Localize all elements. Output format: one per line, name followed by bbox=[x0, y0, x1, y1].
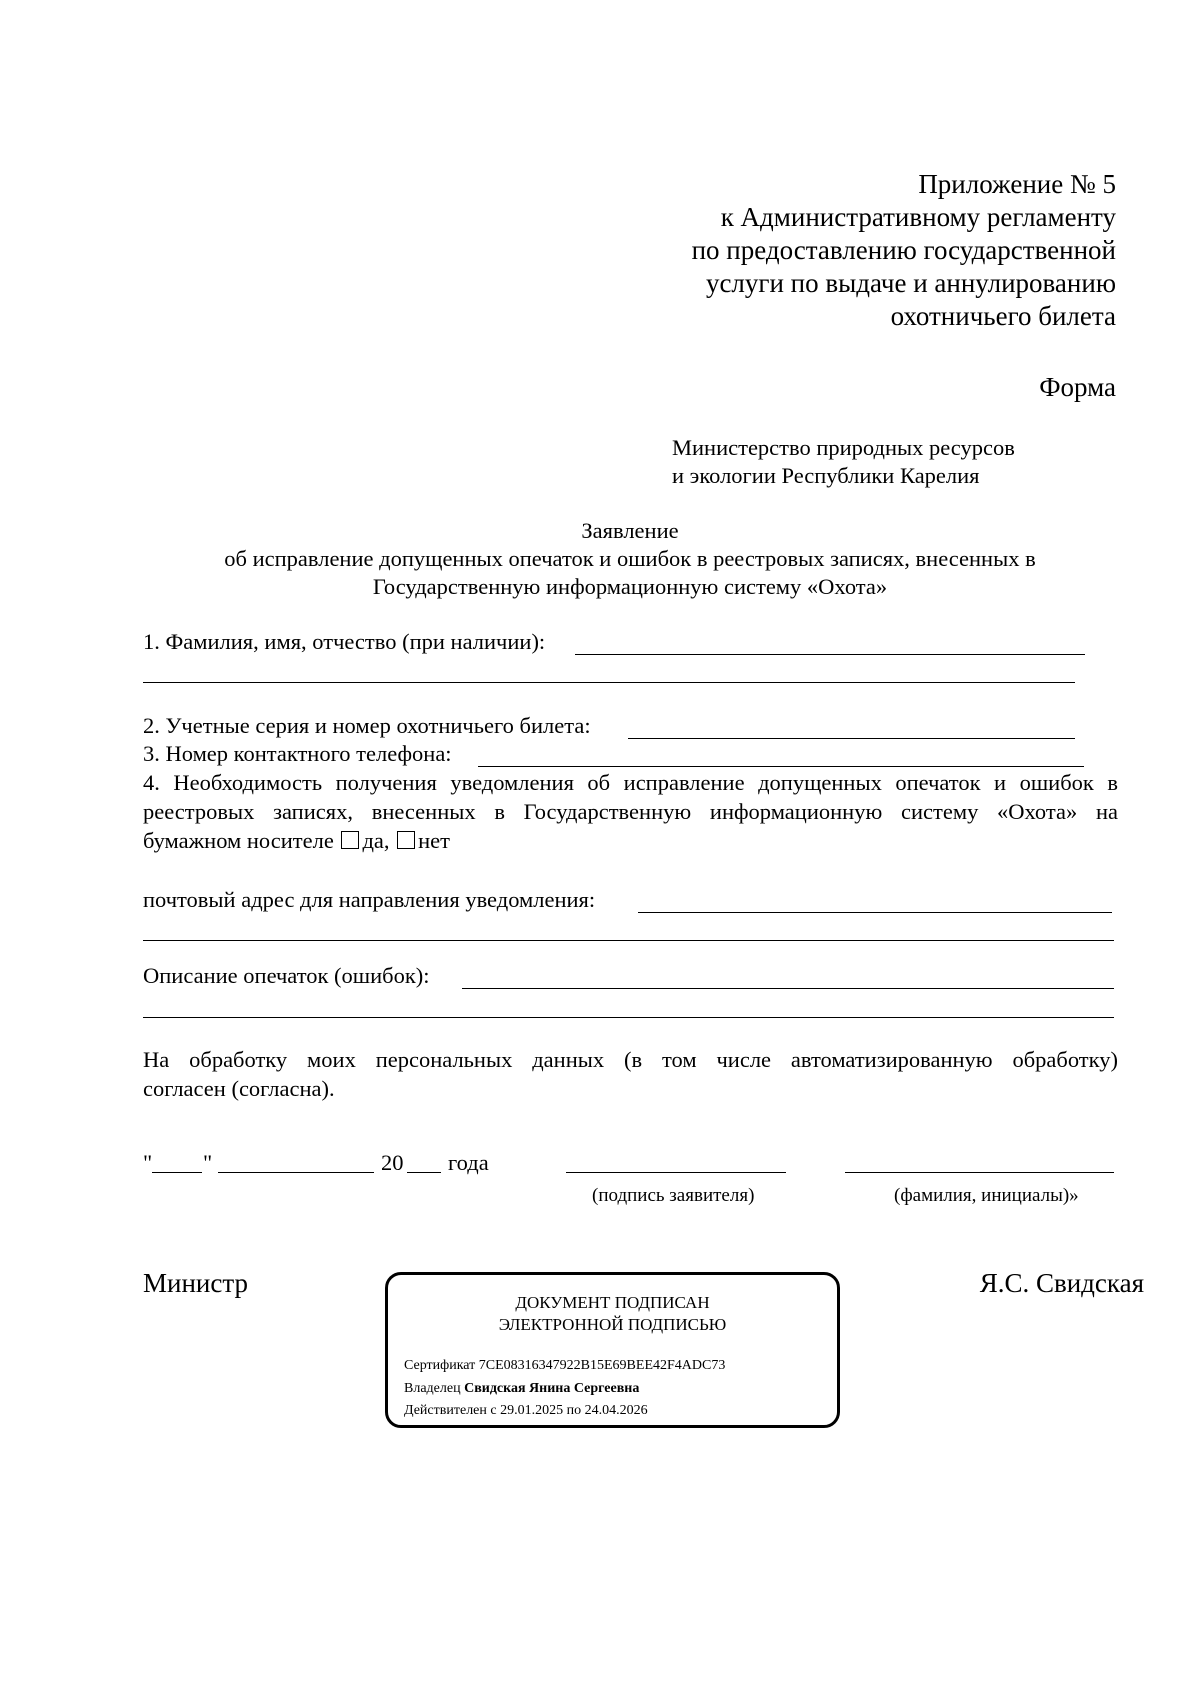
full-name-label: 1. Фамилия, имя, отчество (при наличии): bbox=[143, 629, 546, 654]
notification-paragraph bbox=[143, 768, 1118, 855]
title-line-1: Заявление bbox=[581, 518, 679, 543]
date-year-prefix: 20 bbox=[381, 1150, 404, 1175]
addressee-line-2: и экологии Республики Карелия bbox=[672, 463, 980, 488]
stamp-valid-to-label: по bbox=[566, 1403, 582, 1418]
ticket-label: 2. Учетные серия и номер охотничьего билета: bbox=[143, 713, 591, 738]
signer-role: Министр bbox=[143, 1268, 248, 1298]
consent-line-2: согласен (согласна). bbox=[143, 1076, 335, 1101]
notification-line-3-prefix: бумажном носителе bbox=[143, 828, 334, 853]
date-quote-open: " bbox=[143, 1150, 153, 1175]
consent-line-1: На обработку моих персональных данных (в том числе автоматизированную обработку) bbox=[143, 1047, 1118, 1072]
notification-line-3 bbox=[143, 828, 450, 853]
stamp-certificate-value: 7CE08316347922B15E69BEE42F4ADC73 bbox=[478, 1358, 726, 1373]
stamp-valid-from-label: с bbox=[490, 1403, 497, 1418]
phone-label: 3. Номер контактного телефона: bbox=[143, 741, 452, 766]
stamp-heading-line-2: ЭЛЕКТРОННОЙ ПОДПИСЬЮ bbox=[498, 1315, 727, 1334]
postal-address-field[interactable] bbox=[638, 912, 1112, 913]
errors-description-label: Описание опечаток (ошибок): bbox=[143, 963, 430, 988]
appendix-line-2: к Административному регламенту bbox=[720, 202, 1116, 232]
stamp-validity bbox=[404, 1403, 648, 1419]
date-day-field[interactable] bbox=[152, 1172, 202, 1173]
title-line-3: Государственную информационную систему «Охота» bbox=[372, 574, 888, 599]
date-quote-close: " bbox=[203, 1150, 213, 1175]
checkbox-no[interactable] bbox=[397, 831, 415, 849]
form-label: Форма bbox=[1039, 372, 1116, 402]
checkbox-yes[interactable] bbox=[341, 831, 359, 849]
notification-line-1: 4. Необходимость получения уведомления об исправление допущенных опечаток и ошибок в bbox=[143, 770, 1118, 795]
stamp-owner-label: Владелец bbox=[404, 1381, 461, 1396]
addressee bbox=[672, 434, 1015, 490]
appendix-line-4: услуги по выдаче и аннулированию bbox=[705, 268, 1116, 298]
name-initials-caption: (фамилия, инициалы)» bbox=[894, 1185, 1079, 1206]
name-initials-field[interactable] bbox=[845, 1172, 1114, 1173]
stamp-certificate-label: Сертификат bbox=[404, 1358, 476, 1373]
addressee-line-1: Министерство природных ресурсов bbox=[672, 435, 1015, 460]
ticket-field[interactable] bbox=[628, 738, 1075, 739]
postal-address-label: почтовый адрес для направления уведомления: bbox=[143, 887, 596, 912]
consent-paragraph bbox=[143, 1045, 1118, 1103]
errors-description-field-continuation[interactable] bbox=[143, 1017, 1114, 1018]
appendix-line-1: Приложение № 5 bbox=[918, 169, 1116, 199]
stamp-owner-value: Свидская Янина Сергеевна bbox=[464, 1381, 640, 1396]
full-name-field-continuation[interactable] bbox=[143, 682, 1075, 683]
phone-field[interactable] bbox=[478, 766, 1084, 767]
option-no-label: нет bbox=[418, 828, 450, 853]
date-year-field[interactable] bbox=[407, 1172, 441, 1173]
stamp-certificate bbox=[404, 1358, 725, 1374]
signature-caption: (подпись заявителя) bbox=[592, 1185, 755, 1206]
postal-address-field-continuation[interactable] bbox=[143, 940, 1114, 941]
stamp-valid-to: 24.04.2026 bbox=[584, 1403, 648, 1418]
appendix-header bbox=[692, 168, 1116, 333]
electronic-signature-stamp bbox=[385, 1272, 840, 1428]
stamp-valid-label: Действителен bbox=[404, 1403, 487, 1418]
stamp-heading bbox=[388, 1292, 837, 1336]
stamp-heading-line-1: ДОКУМЕНТ ПОДПИСАН bbox=[515, 1293, 710, 1312]
signer-name: Я.С. Свидская bbox=[979, 1268, 1144, 1298]
signature-field[interactable] bbox=[566, 1172, 786, 1173]
errors-description-field[interactable] bbox=[462, 988, 1114, 989]
stamp-owner bbox=[404, 1381, 639, 1397]
option-yes-label: да, bbox=[362, 828, 390, 853]
notification-line-2: реестровых записях, внесенных в Государственную информационную систему «Охота» на bbox=[143, 799, 1118, 824]
stamp-valid-from: 29.01.2025 bbox=[500, 1403, 564, 1418]
date-month-field[interactable] bbox=[218, 1172, 374, 1173]
appendix-line-5: охотничьего билета bbox=[890, 301, 1116, 331]
document-title bbox=[0, 517, 1200, 601]
date-year-suffix: года bbox=[448, 1150, 489, 1175]
appendix-line-3: по предоставлению государственной bbox=[691, 235, 1116, 265]
title-line-2: об исправление допущенных опечаток и ошибок в реестровых записях, внесенных в bbox=[224, 546, 1036, 571]
full-name-field[interactable] bbox=[575, 654, 1085, 655]
